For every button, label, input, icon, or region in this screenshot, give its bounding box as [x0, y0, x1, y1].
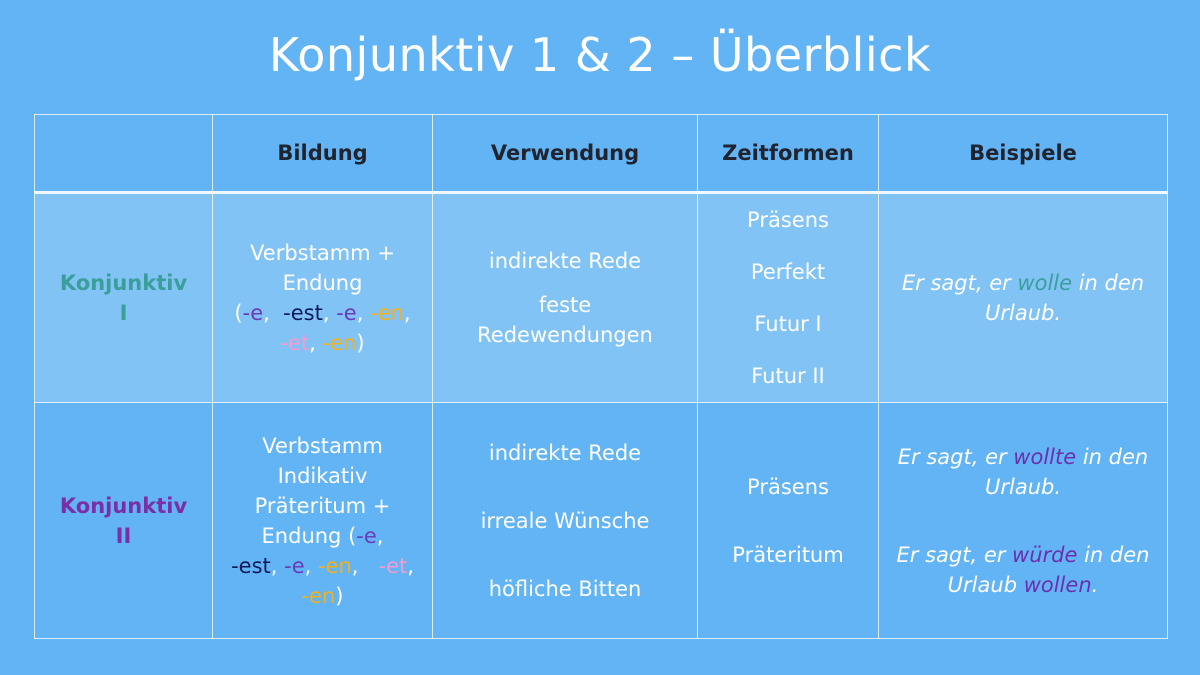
paren-close: )	[356, 331, 365, 355]
example-text: Er sagt, er	[896, 542, 1013, 567]
bildung-endings-cont	[219, 581, 426, 611]
example-text: Urlaub.	[984, 474, 1062, 499]
zeitform-item: Präsens	[747, 474, 829, 499]
separator: ,	[309, 331, 323, 355]
separator: ,	[270, 553, 285, 578]
cell-verwendung-k1	[433, 193, 698, 403]
zeitform-item: Futur II	[751, 364, 825, 388]
separator: ,	[376, 523, 384, 548]
example-text: in den	[1072, 271, 1145, 295]
cell-verwendung-k2	[433, 403, 698, 639]
zeitform-item: Perfekt	[750, 260, 826, 284]
bildung-line: Verbstamm	[262, 433, 383, 458]
separator: ,	[322, 301, 337, 325]
example-text: Er sagt, er	[897, 444, 1014, 469]
ending-est: -est	[231, 553, 271, 578]
example-verb: wolle	[1017, 271, 1073, 295]
bildung-endings-cont	[219, 328, 426, 358]
cell-beispiele-k2	[879, 403, 1168, 639]
separator: ,	[304, 553, 318, 578]
cell-beispiele-k1	[879, 193, 1168, 403]
page-title: Konjunktiv 1 & 2 – Überblick	[268, 28, 932, 82]
ending-est: -est	[283, 301, 323, 325]
verwendung-item: feste	[538, 293, 592, 317]
separator: ,	[407, 553, 414, 578]
verwendung-item: irreale Wünsche	[480, 508, 650, 533]
example-sentence	[885, 570, 1161, 600]
example-sentence	[885, 268, 1161, 298]
ending-e: -e	[356, 523, 377, 548]
ending-en: -en	[301, 583, 336, 608]
example-text: .	[1091, 572, 1099, 597]
row-label-line: Konjunktiv	[59, 271, 188, 295]
cell-bildung-k1	[213, 193, 433, 403]
bildung-endings-cont	[219, 551, 426, 581]
example-sentence	[885, 540, 1161, 570]
example-text: Er sagt, er	[901, 271, 1018, 295]
row-label-konjunktiv-1	[35, 193, 213, 403]
ending-en: -en	[322, 331, 357, 355]
ending-e: -e	[336, 301, 357, 325]
ending-en: -en	[317, 553, 352, 578]
table-row-konjunktiv-1	[35, 193, 1168, 403]
header-zeitformen: Zeitformen	[698, 115, 879, 193]
overview-table	[34, 114, 1168, 639]
row-label-line: Konjunktiv	[59, 493, 188, 518]
separator: ,	[263, 301, 284, 325]
ending-e: -e	[284, 553, 305, 578]
verwendung-item: höfliche Bitten	[488, 576, 642, 601]
header-verwendung: Verwendung	[433, 115, 698, 193]
example-text: in den	[1077, 542, 1150, 567]
bildung-line: Endung	[282, 271, 363, 295]
example-sentence	[885, 442, 1161, 472]
bildung-endings	[219, 521, 426, 551]
example-text: Urlaub	[947, 572, 1024, 597]
cell-zeitformen-k2	[698, 403, 879, 639]
header-row	[35, 115, 1168, 193]
example-text: Urlaub.	[984, 301, 1062, 325]
bildung-line: Präteritum +	[254, 493, 391, 518]
example-verb: würde	[1012, 542, 1078, 567]
header-empty	[35, 115, 213, 193]
separator: ,	[351, 553, 379, 578]
paren-open: (	[234, 301, 243, 325]
paren-close: )	[335, 583, 344, 608]
verwendung-item: indirekte Rede	[488, 249, 642, 273]
zeitform-item: Futur I	[754, 312, 822, 336]
header-bildung: Bildung	[213, 115, 433, 193]
header-beispiele: Beispiele	[879, 115, 1168, 193]
table-row-konjunktiv-2	[35, 403, 1168, 639]
verwendung-item: Redewendungen	[477, 323, 653, 347]
ending-e: -e	[242, 301, 264, 325]
separator: ,	[403, 301, 411, 325]
verwendung-item: indirekte Rede	[488, 440, 642, 465]
bildung-text: Endung (	[261, 523, 357, 548]
ending-en: -en	[370, 301, 404, 325]
cell-zeitformen-k1	[698, 193, 879, 403]
bildung-line: Indikativ	[277, 463, 368, 488]
row-label-numeral: I	[119, 301, 128, 325]
ending-et: -et	[280, 331, 310, 355]
row-label-numeral: II	[115, 523, 132, 548]
ending-et: -et	[378, 553, 408, 578]
row-label-konjunktiv-2	[35, 403, 213, 639]
bildung-line: Verbstamm +	[250, 241, 395, 265]
example-verb: wollte	[1013, 444, 1077, 469]
bildung-endings	[219, 298, 426, 328]
zeitform-item: Präsens	[747, 208, 829, 232]
cell-bildung-k2	[213, 403, 433, 639]
example-verb: wollen	[1023, 572, 1092, 597]
zeitform-item: Präteritum	[732, 542, 844, 567]
example-text: in den	[1076, 444, 1149, 469]
separator: ,	[356, 301, 371, 325]
